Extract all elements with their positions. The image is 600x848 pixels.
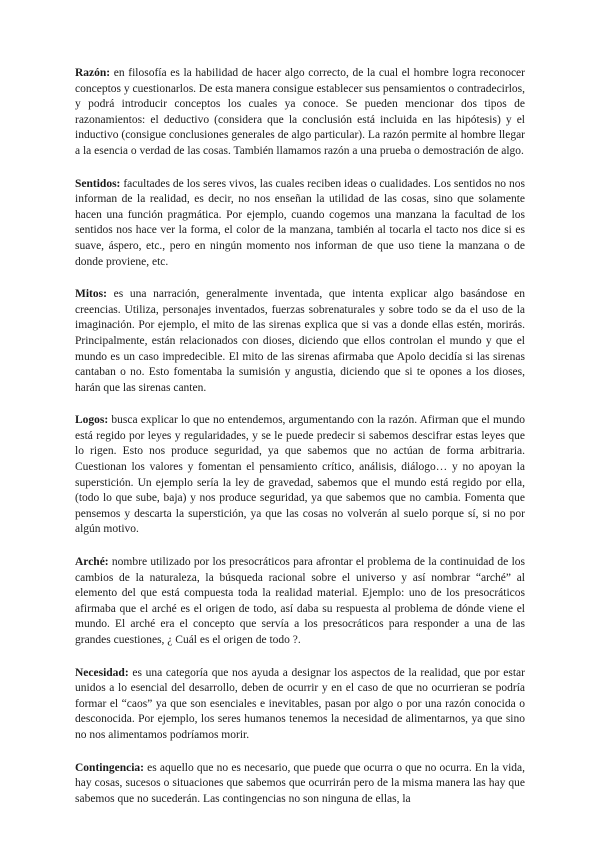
entry-razon — [75, 66, 525, 160]
definition-contingencia: es aquello que no es necesario, que puede que ocurra o que no ocurra. En la vida, hay cosas, sucesos o situaciones que sabemos que ocurrirán pero de la misma manera las hay que sabemos que no sucederán. Las contingencias no son ninguna de ellas, la — [75, 761, 525, 805]
term-logos: Logos: — [75, 414, 109, 427]
term-arche: Arché: — [75, 556, 109, 569]
term-necesidad: Necesidad: — [75, 666, 129, 679]
term-mitos: Mitos: — [75, 288, 107, 301]
entry-necesidad — [75, 666, 525, 744]
entry-contingencia — [75, 761, 525, 808]
entry-arche — [75, 555, 525, 649]
definition-sentidos: facultades de los seres vivos, las cuales reciben ideas o cualidades. Los sentidos no nos informan de la realidad, es decir, no nos enseñan la utilidad de las cosas, sino que solamente hacen una función pragmática. Por ejemplo, cuando cogemos una manzana la facultad de los sentidos nos hace ver la forma, el color de la manzana, también al tocarla el tacto nos dice si es suave, áspero, etc., pero en ningún momento nos informan de que uso tiene la manzana o de donde proviene, etc. — [75, 177, 525, 268]
entry-mitos — [75, 287, 525, 396]
definition-arche: nombre utilizado por los presocráticos para afrontar el problema de la continuidad de los cambios de la naturaleza, la búsqueda racional sobre el universo y así nombrar “arché” al elemento del que está compuesta toda la realidad material. Ejemplo: uno de los presocráticos afirmaba que el arché es el origen de todo, así daba su respuesta al problema de dónde viene el mundo. El arché era el concepto que servía a los presocráticos para responder a una de las grandes cuestiones, ¿ Cuál es el origen de todo ?. — [75, 556, 525, 646]
definition-logos: busca explicar lo que no entendemos, argumentando con la razón. Afirman que el mundo está regido por leyes y regularidades, y se le puede predecir si sabemos descifrar estas leyes que lo rigen. Esto nos produce seguridad, ya que sabemos que no actúan de forma arbitraria. Cuestionan los valores y fomentan el pensamiento crítico, análisis, diálogo… y no apoyan la superstición. Un ejemplo sería la ley de gravedad, sabemos que el mundo está regido por ella, (todo lo que sube, baja) y nos produce seguridad, ya que sabemos que no cambia. Fomenta que pensemos y descarta la superstición, ya que las cosas no volverán al suelo porque sí, si no por algún motivo. — [75, 414, 525, 536]
term-razon: Razón: — [75, 67, 111, 79]
entry-sentidos — [75, 177, 525, 271]
entry-logos — [75, 413, 525, 538]
term-contingencia: Contingencia: — [75, 761, 144, 774]
definition-razon: en filosofía es la habilidad de hacer algo correcto, de la cual el hombre logra reconocer conceptos y cuestionarlos. De esta manera consigue establecer sus pensamientos o contradecirlos, y podrá introducir conceptos los cuales ya conoce. Se pueden mencionar dos tipos de razonamientos: el deductivo (considera que la conclusión está incluida en las hipótesis) y el inductivo (consigue conclusiones generales de algo particular). La razón permite al hombre llegar a la esencia o verdad de las cosas. También llamamos razón a una prueba o demostración de algo. — [75, 67, 525, 157]
definition-mitos: es una narración, generalmente inventada, que intenta explicar algo basándose en creencias. Utiliza, personajes inventados, fuerzas sobrenaturales y sobre todo se da el uso de la imaginación. Por ejemplo, el mito de las sirenas explica que si vas a donde ellas estén, morirás. Principalmente, están relacionados con dioses, diciendo que ellos controlan el mundo y que el mundo es un caso impredecible. El mito de las sirenas afirmaba que Apolo decidía si las sirenas cantaban o no. Esto fomentaba la sumisión y angustia, diciendo que si te opones a los dioses, harán que las sirenas canten. — [75, 288, 525, 394]
definition-necesidad: es una categoría que nos ayuda a designar los aspectos de la realidad, que por estar unidos a lo esencial del desarrollo, deben de ocurrir y en el caso de que no ocurrieran se podría formar el “caos” ya que son esenciales e inevitables, pasan por algo o por una razón conocida o desconocida. Por ejemplo, los seres humanos tenemos la necesidad de alimentarnos, ya que sino no nos alimentamos podríamos morir. — [75, 666, 525, 741]
term-sentidos: Sentidos: — [75, 177, 121, 190]
